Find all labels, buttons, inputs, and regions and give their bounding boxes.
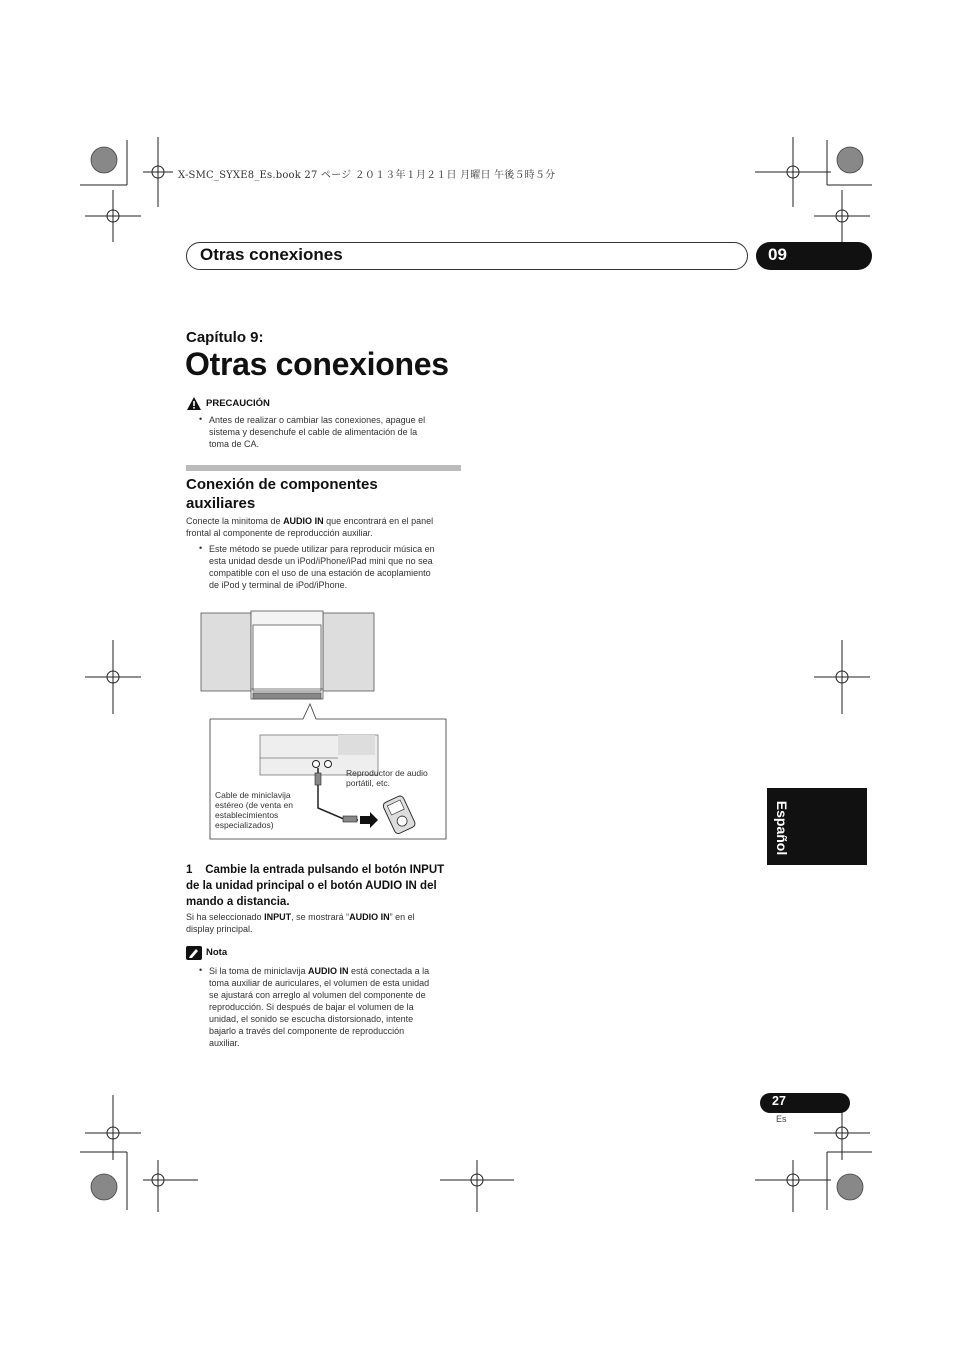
section-title: Conexión de componentes auxiliares [186,476,378,512]
page-number: 27 [772,1094,786,1108]
note-icon [186,946,202,960]
figure-label-cable: Cable de miniclavija estéreo (de venta en establecimientos especializados) [215,790,293,830]
figure-label-player: Reproductor de audio portátil, etc. [346,768,428,788]
print-info: X-SMC_SYXE8_Es.book 27 ページ ２０１３年１月２１日 月曜日 午後５時５分 [178,170,556,181]
bullet: • [199,965,203,975]
section-bullet-text: Este método se puede utilizar para reproducir música en esta unidad desde un iPod/iPhone/iPad mini que no sea compatible con el uso de una estación de acoplamiento de iPod y terminal de iPod/iPhone. [209,544,435,590]
note-title: Nota [206,947,228,958]
chapter-label: Capítulo 9: [186,329,264,346]
caution-title: PRECAUCIÓN [206,398,270,409]
caution-text: Antes de realizar o cambiar las conexiones, apague el sistema y desenchufe el cable de alimentación de la toma de CA. [209,415,426,449]
step-1-description: Si ha seleccionado INPUT, se mostrará “AUDIO IN” en el display principal. [186,912,415,934]
chapter-number: 09 [768,245,787,264]
header-title: Otras conexiones [200,245,343,264]
page-language: Es [776,1114,787,1124]
section-rule [186,465,461,471]
bullet: • [199,414,203,424]
section-intro: Conecte la minitoma de AUDIO IN que encontrará en el panel frontal al componente de reproducción auxiliar. [186,516,434,538]
step-1: 1 Cambie la entrada pulsando el botón INPUT de la unidad principal o el botón AUDIO IN del mando a distancia. [186,864,445,908]
language-label: Español [774,800,790,856]
page-title: Otras conexiones [185,346,449,382]
bullet: • [199,543,203,553]
warning-icon [187,397,201,410]
note-text: Si la toma de miniclavija AUDIO IN está conectada a la toma auxiliar de auriculares, el volumen de esta unidad se ajustará con arreglo al volumen del componente de reproducción. Si después de bajar el volumen de la unidad, el sonido se escucha distorsionado, intente bajarlo a través del componente de reproducción auxiliar. [209,966,430,1048]
